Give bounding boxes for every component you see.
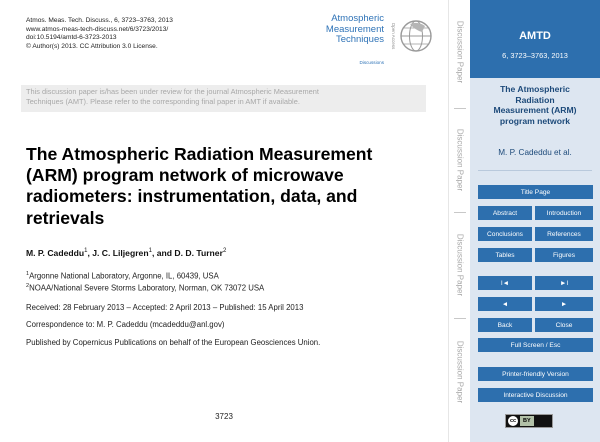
correspondence-line: Correspondence to: M. P. Cadeddu (mcadeddu@anl.gov) xyxy=(26,320,225,329)
sidebar-author: M. P. Cadeddu et al. xyxy=(498,148,572,157)
affiliation-mark: 1 xyxy=(26,271,30,277)
affiliation-2 xyxy=(26,283,264,293)
paper-metadata xyxy=(26,17,173,51)
journal-abbreviation: AMTD xyxy=(519,30,551,42)
author-affiliation-mark: 1 xyxy=(148,248,152,255)
title-line: retrievals xyxy=(26,207,105,228)
dates-line: Received: 28 February 2013 – Accepted: 2 April 2013 – Published: 15 April 2013 xyxy=(26,303,304,312)
globe-icon xyxy=(398,18,434,54)
last-page-button[interactable]: ►I xyxy=(535,276,593,290)
publisher-line: Published by Copernicus Publications on behalf of the European Geosciences Union. xyxy=(26,338,321,347)
open-access-mark xyxy=(389,16,395,56)
author-separator: , xyxy=(87,248,93,258)
close-button[interactable]: Close xyxy=(535,318,593,332)
next-page-button[interactable]: ► xyxy=(535,297,593,311)
license-line: © Author(s) 2013. CC Attribution 3.0 License. xyxy=(26,42,158,50)
cc-icon: cc xyxy=(509,418,517,424)
discussion-paper-separator xyxy=(454,108,466,109)
review-notice xyxy=(21,85,426,112)
journal-url[interactable]: www.atmos-meas-tech-discuss.net/6/3723/2013/ xyxy=(26,25,169,33)
full-screen-button[interactable]: Full Screen / Esc xyxy=(478,338,593,352)
journal-reference: 6, 3723–3763, 2013 xyxy=(502,51,568,60)
affiliation-mark: 2 xyxy=(26,283,30,289)
introduction-button[interactable]: Introduction xyxy=(535,206,593,220)
figures-button[interactable]: Figures xyxy=(535,248,593,262)
title-line: (ARM) program network of microwave xyxy=(26,165,344,186)
creative-commons-badge[interactable] xyxy=(505,414,553,428)
discussion-paper-strip xyxy=(448,0,470,442)
review-notice-line-1: This discussion paper is/has been under review for the journal Atmospheric Measurement xyxy=(26,87,319,96)
logo-wordmark xyxy=(318,14,384,46)
open-access-text: Open Access xyxy=(391,22,396,50)
affiliation-text: NOAA/National Severe Storms Laboratory, Norman, OK 73072 USA xyxy=(29,283,265,293)
affiliation-text: Argonne National Laboratory, Argonne, IL, 60439, USA xyxy=(29,271,219,281)
title-line: radiometers: instrumentation, data, and xyxy=(26,186,358,207)
doi-line: doi:10.5194/amtd-6-3723-2013 xyxy=(26,34,117,42)
author-affiliation-mark: 1 xyxy=(84,248,88,255)
logo-line-3: Techniques xyxy=(335,34,384,45)
sidebar-title-line: Measurement (ARM) xyxy=(493,105,577,116)
title-page-button[interactable]: Title Page xyxy=(478,185,593,199)
author-separator: , and xyxy=(151,248,175,258)
discussion-paper-label: Discussion Paper xyxy=(455,233,465,297)
journal-logo xyxy=(318,14,443,70)
author-list xyxy=(26,248,226,258)
tables-button[interactable]: Tables xyxy=(478,248,532,262)
discussion-paper-separator xyxy=(454,318,466,319)
logo-line-1: Atmospheric xyxy=(331,13,384,24)
cc-by-label: BY xyxy=(520,416,534,426)
sidebar-title-line: The Atmospheric xyxy=(500,84,570,94)
references-button[interactable]: References xyxy=(535,227,593,241)
author-name: D. D. Turner xyxy=(174,248,223,258)
affiliation-1 xyxy=(26,271,219,281)
discussion-paper-separator xyxy=(454,212,466,213)
author-affiliation-mark: 2 xyxy=(222,248,227,255)
printer-friendly-button[interactable]: Printer-friendly Version xyxy=(478,367,593,381)
sidebar-divider xyxy=(478,170,592,171)
page-number: 3723 xyxy=(215,412,233,421)
first-page-button[interactable]: I◄ xyxy=(478,276,532,290)
logo-line-2: Measurement xyxy=(325,23,384,35)
title-line: The Atmospheric Radiation Measurement xyxy=(26,144,373,164)
previous-page-button[interactable]: ◄ xyxy=(478,297,532,311)
conclusions-button[interactable]: Conclusions xyxy=(478,227,532,241)
sidebar-title-line: program network xyxy=(499,115,571,126)
paper-title xyxy=(26,144,426,229)
sidebar-title-line: Radiation xyxy=(515,94,555,105)
author-name: J. C. Liljegren xyxy=(92,248,149,258)
logo-discussions: Discussions xyxy=(359,60,384,65)
review-notice-line-2: Techniques (AMT). Please refer to the corresponding final paper in AMT if available. xyxy=(26,97,300,106)
sidebar-paper-title xyxy=(470,84,600,126)
citation-line: Atmos. Meas. Tech. Discuss., 6, 3723–3763, 2013 xyxy=(26,17,173,24)
discussion-paper-label: Discussion Paper xyxy=(455,340,465,404)
discussion-paper-label: Discussion Paper xyxy=(455,20,465,84)
discussion-paper-label: Discussion Paper xyxy=(455,128,465,192)
abstract-button[interactable]: Abstract xyxy=(478,206,532,220)
author-name: M. P. Cadeddu xyxy=(26,248,85,258)
interactive-discussion-button[interactable]: Interactive Discussion xyxy=(478,388,593,402)
back-button[interactable]: Back xyxy=(478,318,532,332)
